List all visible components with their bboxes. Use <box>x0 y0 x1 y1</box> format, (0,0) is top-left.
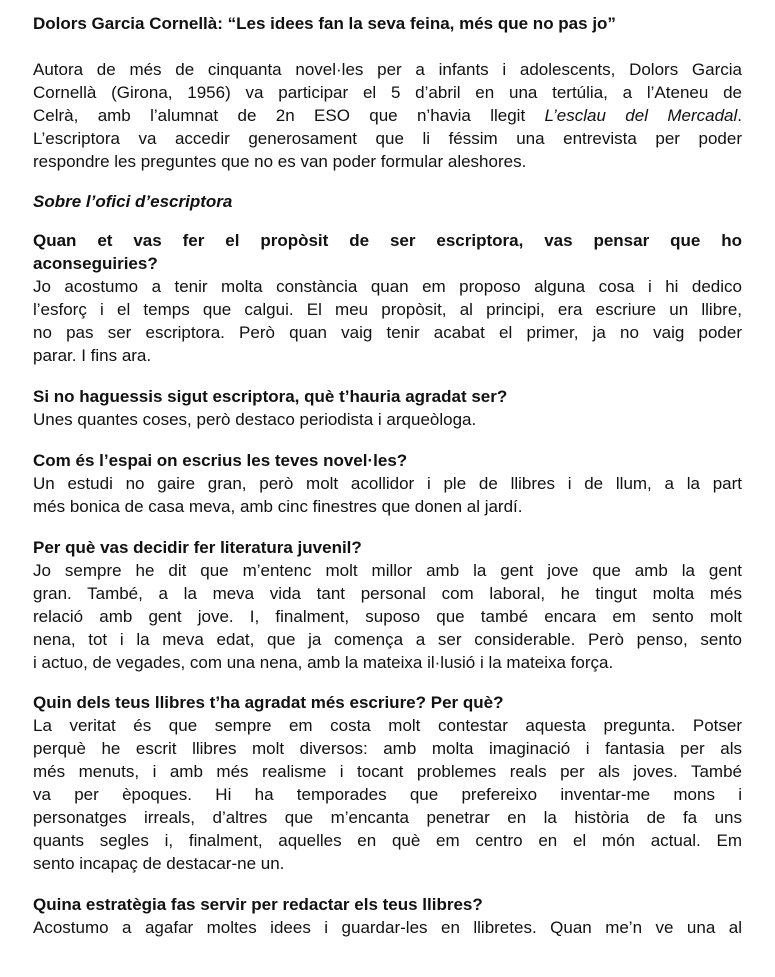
answer-line: més bonica de casa meva, amb cinc finestres que donen al jardí. <box>33 497 523 516</box>
answer-line: gran. També, a la meva vida tant personal com laboral, he tingut molta més <box>33 584 742 603</box>
answer-line: no pas ser escriptora. Però quan vaig tenir acabat el primer, ja no vaig poder <box>33 323 742 342</box>
answer-line: Jo acostumo a tenir molta constància quan em proposo alguna cosa i hi dedico <box>33 277 742 296</box>
answer-line: personatges irreals, d’altres que m’encanta penetrar en la història de fa uns <box>33 808 742 827</box>
section-heading: Sobre l’ofici d’escriptora <box>33 192 233 211</box>
answer-line: i actuo, de vegades, com una nena, amb la mateixa il·lusió i la mateixa força. <box>33 653 614 672</box>
question-line: Per què vas decidir fer literatura juvenil? <box>33 538 362 557</box>
answer-line: va per èpoques. Hi ha temporades que prefereixo inventar-me mons i <box>33 785 742 804</box>
question-line: aconseguiries? <box>33 254 158 273</box>
text-line: respondre les preguntes que no es van poder formular aleshores. <box>33 152 527 171</box>
qa-item <box>33 536 742 674</box>
text-segment: . <box>737 106 742 125</box>
answer-line: sento incapaç de destacar-ne un. <box>33 854 285 873</box>
answer-line: l’esforç i el temps que calgui. El meu propòsit, al principi, era escriure un llibre, <box>33 300 742 319</box>
answer-line: perquè he escrit llibres molt diversos: amb molta imaginació i fantasia per als <box>33 739 742 758</box>
question-line: Com és l’espai on escrius les teves novel·les? <box>33 451 408 470</box>
answer-line: més menuts, i amb més realisme i tocant problemes reals per als joves. També <box>33 762 742 781</box>
section-heading-block <box>33 190 742 213</box>
text-line: Cornellà (Girona, 1956) va participar el 5 d’abril en una tertúlia, a l’Ateneu de <box>33 83 742 102</box>
article-title-block <box>33 12 742 35</box>
qa-item <box>33 691 742 875</box>
text-line: Autora de més de cinquanta novel·les per a infants i adolescents, Dolors Garcia <box>33 60 742 79</box>
question-line: Quina estratègia fas servir per redactar els teus llibres? <box>33 895 483 914</box>
qa-item <box>33 385 742 431</box>
text-segment: Celrà, amb l’alumnat de 2n ESO que n’havia llegit <box>33 106 545 125</box>
answer-line: quants segles i, finalment, aquelles en què em centro en el món actual. Em <box>33 831 742 850</box>
question-line: Quin dels teus llibres t’ha agradat més escriure? Per què? <box>33 693 504 712</box>
intro-paragraph <box>33 58 742 173</box>
answer-line: La veritat és que sempre em costa molt contestar aquesta pregunta. Potser <box>33 716 742 735</box>
qa-item <box>33 229 742 367</box>
text-line <box>33 104 742 127</box>
text-line: L’escriptora va accedir generosament que li féssim una entrevista per poder <box>33 129 742 148</box>
answer-line: Unes quantes coses, però destaco periodista i arqueòloga. <box>33 410 477 429</box>
answer-line: nena, tot i la meva edat, que ja comença a ser considerable. Però penso, sento <box>33 630 742 649</box>
qa-item <box>33 449 742 518</box>
answer-line: parar. I fins ara. <box>33 346 152 365</box>
question-line: Si no haguessis sigut escriptora, què t’hauria agradat ser? <box>33 387 508 406</box>
qa-item <box>33 893 742 939</box>
article-title: Dolors Garcia Cornellà: “Les idees fan la seva feina, més que no pas jo” <box>33 14 616 33</box>
book-title: L’esclau del Mercadal <box>544 106 738 125</box>
answer-line: relació amb gent jove. I, finalment, suposo que també encara em sento molt <box>33 607 742 626</box>
answer-line: Un estudi no gaire gran, però molt acollidor i ple de llibres i de llum, a la part <box>33 474 742 493</box>
answer-line: Jo sempre he dit que m’entenc molt millor amb la gent jove que amb la gent <box>33 561 742 580</box>
question-line: Quan et vas fer el propòsit de ser escriptora, vas pensar que ho <box>33 231 742 250</box>
answer-line: Acostumo a agafar moltes idees i guardar-les en llibretes. Quan me’n ve una al <box>33 918 742 937</box>
